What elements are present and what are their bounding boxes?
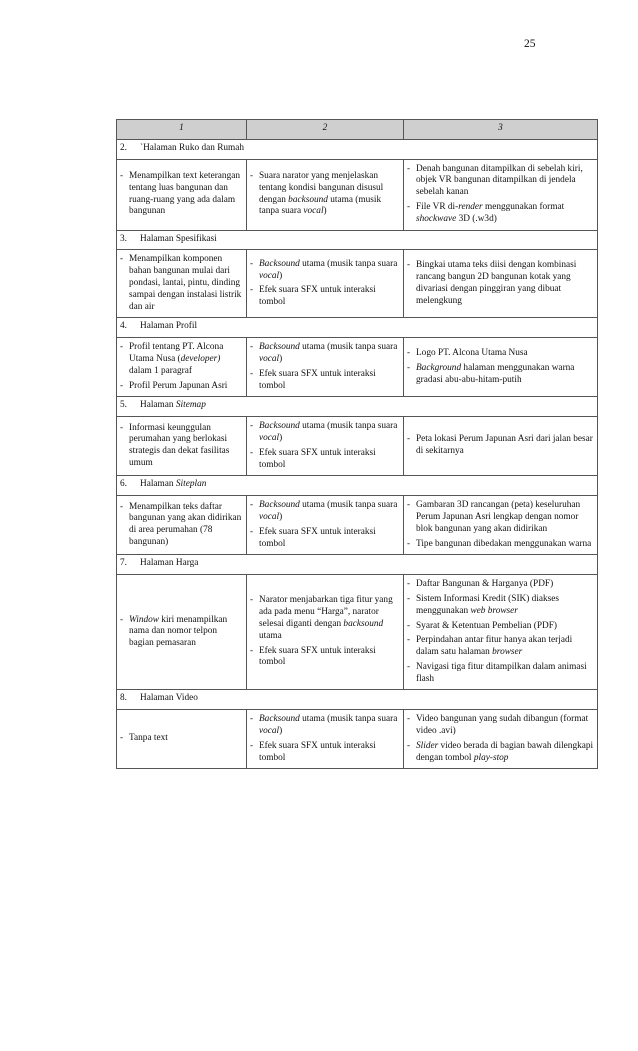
section-title-text bbox=[140, 400, 206, 410]
list-item bbox=[407, 202, 594, 226]
section-title-text bbox=[140, 479, 206, 489]
text-run: Halaman Video bbox=[140, 693, 198, 704]
italic-text: developer) bbox=[180, 353, 221, 364]
italic-text: Window bbox=[129, 614, 159, 625]
text-run: ) bbox=[323, 206, 327, 217]
section-number: 4. bbox=[120, 321, 127, 332]
text-run: Tipe bangunan dibedakan menggunakan warna bbox=[416, 538, 592, 549]
text-run: utama (musik tanpa suara bbox=[299, 421, 398, 432]
section-title bbox=[117, 397, 598, 417]
list-item bbox=[407, 662, 594, 686]
bullet-list bbox=[120, 423, 243, 470]
table-cell-column-2 bbox=[247, 159, 404, 230]
italic-text: browser bbox=[492, 647, 523, 658]
text-run: Daftar Bangunan & Harganya (PDF) bbox=[416, 579, 554, 590]
section-title-text bbox=[140, 693, 198, 703]
italic-text: Backsound bbox=[259, 421, 300, 432]
list-item bbox=[250, 741, 400, 765]
section-number: 7. bbox=[120, 558, 127, 569]
text-run: Efek suara SFX untuk interaksi tombol bbox=[259, 740, 376, 763]
bullet-list bbox=[250, 171, 400, 218]
list-item bbox=[120, 342, 243, 377]
bullet-list bbox=[120, 342, 243, 392]
text-run: utama (musik tanpa suara bbox=[299, 258, 398, 269]
text-run: Halaman bbox=[140, 400, 176, 411]
table-cell-column-1 bbox=[117, 250, 247, 318]
italic-text: Sitemap bbox=[175, 400, 206, 411]
section-title bbox=[117, 690, 598, 710]
section-title bbox=[117, 318, 598, 338]
specification-table bbox=[116, 119, 598, 769]
list-item bbox=[120, 502, 243, 549]
text-run: `Halaman Ruko dan Rumah bbox=[140, 142, 245, 153]
italic-text: vocal bbox=[259, 432, 280, 443]
section-title-text bbox=[140, 234, 217, 244]
column-header-3: 3 bbox=[404, 120, 598, 140]
section-number: 5. bbox=[120, 400, 127, 411]
list-item bbox=[120, 615, 243, 650]
text-run: Menampilkan text keterangan tentang luas bangunan dan ruang-ruang yang ada dalam bangunan bbox=[129, 170, 241, 217]
text-run: Informasi keunggulan perumahan yang berlokasi strategis dan dekat fasilitas umum bbox=[129, 422, 230, 469]
table-cell-column-3 bbox=[404, 496, 598, 555]
text-run: Navigasi tiga fitur ditampilkan dalam animasi flash bbox=[416, 661, 587, 684]
section-header-row bbox=[117, 476, 598, 496]
italic-text: Slider bbox=[416, 740, 439, 751]
list-item bbox=[250, 527, 400, 551]
list-item bbox=[407, 594, 594, 618]
table-row bbox=[117, 575, 598, 690]
table-cell-column-3 bbox=[404, 159, 598, 230]
italic-text: Backsound bbox=[259, 500, 300, 511]
list-item bbox=[407, 621, 594, 633]
table-cell-column-2 bbox=[247, 710, 404, 769]
section-title-text bbox=[140, 321, 197, 331]
bullet-list bbox=[250, 500, 400, 550]
text-run: utama (musik tanpa suara bbox=[299, 714, 398, 725]
text-run: video berada di bagian bawah dilengkapi dengan tombol bbox=[416, 740, 594, 763]
list-item bbox=[120, 254, 243, 313]
text-run: Video bangunan yang sudah dibangun (format video .avi) bbox=[416, 714, 589, 737]
table-row bbox=[117, 250, 598, 318]
list-item bbox=[407, 741, 594, 765]
section-header-row bbox=[117, 555, 598, 575]
section-title bbox=[117, 555, 598, 575]
text-run: ) bbox=[279, 353, 283, 364]
list-item bbox=[407, 539, 594, 551]
bullet-list bbox=[250, 421, 400, 471]
section-header-row bbox=[117, 318, 598, 338]
list-item bbox=[250, 285, 400, 309]
bullet-list bbox=[407, 164, 594, 226]
bullet-list bbox=[407, 579, 594, 685]
text-run: Profil tentang PT. Alcona Utama Nusa ( bbox=[129, 342, 224, 364]
italic-text: backsound bbox=[343, 619, 384, 629]
bullet-list bbox=[120, 254, 243, 313]
text-run: Efek suara SFX untuk interaksi tombol bbox=[259, 285, 376, 308]
list-item bbox=[250, 259, 400, 283]
table-cell-column-3 bbox=[404, 575, 598, 690]
list-item bbox=[407, 164, 594, 199]
italic-text: Backsound bbox=[259, 258, 300, 269]
text-run: Halaman bbox=[140, 479, 176, 490]
list-item bbox=[250, 171, 400, 218]
text-run: ) bbox=[279, 432, 283, 443]
table-row bbox=[117, 417, 598, 476]
text-run: utama bbox=[259, 630, 282, 641]
italic-text: backsound bbox=[288, 194, 328, 205]
text-run: Suara narator yang menjelaskan tentang kondisi bangunan disusul dengan bbox=[259, 170, 384, 205]
section-title-text bbox=[140, 143, 244, 153]
text-run: dalam 1 paragraf bbox=[129, 365, 192, 376]
list-item bbox=[407, 635, 594, 659]
italic-text: Backsound bbox=[259, 342, 300, 353]
section-number: 3. bbox=[120, 233, 127, 244]
table-cell-column-2 bbox=[247, 250, 404, 318]
italic-text: vocal bbox=[303, 206, 324, 217]
text-run: Efek suara SFX untuk interaksi tombol bbox=[259, 368, 376, 391]
table-cell-column-3 bbox=[404, 338, 598, 397]
column-header-1: 1 bbox=[117, 120, 247, 140]
bullet-list bbox=[407, 260, 594, 307]
table-cell-column-1 bbox=[117, 496, 247, 555]
italic-text: play-stop bbox=[473, 752, 509, 763]
list-item bbox=[120, 423, 243, 470]
text-run: Halaman Harga bbox=[140, 558, 199, 569]
table-cell-column-1 bbox=[117, 417, 247, 476]
text-run: Peta lokasi Perum Japunan Asri dari jalan besar di sekitarnya bbox=[416, 434, 593, 457]
section-title bbox=[117, 476, 598, 496]
italic-text: Background bbox=[416, 362, 462, 373]
text-run: 3D (.w3d) bbox=[456, 213, 497, 224]
list-item bbox=[407, 348, 594, 360]
section-title bbox=[117, 139, 598, 159]
list-item bbox=[250, 421, 400, 445]
text-run: utama (musik tanpa suara bbox=[299, 500, 398, 511]
list-item bbox=[407, 260, 594, 307]
bullet-list bbox=[250, 259, 400, 309]
text-run: Profil Perum Japunan Asri bbox=[129, 380, 228, 391]
table-body bbox=[117, 139, 598, 769]
list-item bbox=[250, 646, 400, 670]
text-run: utama (musik tanpa suara bbox=[299, 342, 398, 353]
text-run: Efek suara SFX untuk interaksi tombol bbox=[259, 447, 376, 470]
table-cell-column-2 bbox=[247, 338, 404, 397]
text-run: Tanpa text bbox=[129, 733, 168, 744]
text-run: Narator menjabarkan tiga fitur yang ada pada menu “Harga”, narator selesai diganti dengan bbox=[259, 595, 393, 629]
table-cell-column-3 bbox=[404, 710, 598, 769]
italic-text: Backsound bbox=[259, 714, 300, 725]
table-cell-column-2 bbox=[247, 496, 404, 555]
italic-text: web browser bbox=[470, 605, 518, 616]
table-cell-column-1 bbox=[117, 710, 247, 769]
bullet-list bbox=[250, 342, 400, 392]
text-run: Bingkai utama teks diisi dengan kombinasi rancang bangun 2D bangunan kotak yang divariasi dengan pinggiran yang dibuat melengkung bbox=[416, 260, 577, 306]
italic-text: shockwave bbox=[416, 213, 457, 224]
text-run: kiri menampilkan nama dan nomor telpon bagian pemasaran bbox=[129, 614, 228, 649]
text-run: Logo PT. Alcona Utama Nusa bbox=[416, 348, 528, 359]
text-run: ) bbox=[279, 270, 283, 281]
table-row bbox=[117, 159, 598, 230]
text-run: Efek suara SFX untuk interaksi tombol bbox=[259, 645, 376, 668]
text-run: Efek suara SFX untuk interaksi tombol bbox=[259, 526, 376, 549]
text-run: Gambaran 3D rancangan (peta) keseluruhan Perum Japunan Asri lengkap dengan nomor blok bangunan yang akan didirikan bbox=[416, 500, 581, 534]
text-run: Denah bangunan ditampilkan di sebelah kiri, objek VR bangunan ditampilkan di jendela sebelah kanan bbox=[416, 163, 583, 198]
text-run: utama (musik tanpa suara bbox=[259, 194, 382, 217]
list-item bbox=[407, 363, 594, 387]
bullet-list bbox=[407, 434, 594, 458]
bullet-list bbox=[250, 714, 400, 764]
bullet-list bbox=[120, 733, 243, 745]
section-header-row bbox=[117, 397, 598, 417]
section-title-text bbox=[140, 558, 198, 568]
list-item bbox=[120, 733, 243, 745]
section-title bbox=[117, 230, 598, 250]
list-item bbox=[250, 369, 400, 393]
list-item bbox=[250, 595, 400, 642]
italic-text: Siteplan bbox=[175, 479, 207, 490]
text-run: File VR di- bbox=[416, 201, 459, 212]
table-row bbox=[117, 338, 598, 397]
text-run: ) bbox=[279, 511, 283, 522]
text-run: menggunakan format bbox=[482, 201, 565, 212]
section-number: 6. bbox=[120, 479, 127, 490]
text-run: ) bbox=[279, 726, 283, 737]
table-cell-column-1 bbox=[117, 338, 247, 397]
italic-text: vocal bbox=[259, 270, 280, 281]
column-header-2: 2 bbox=[247, 120, 404, 140]
list-item bbox=[250, 500, 400, 524]
page-number: 25 bbox=[524, 38, 536, 50]
list-item bbox=[120, 171, 243, 218]
list-item bbox=[250, 714, 400, 738]
text-run: Syarat & Ketentuan Pembelian (PDF) bbox=[416, 620, 557, 631]
table-cell-column-2 bbox=[247, 575, 404, 690]
italic-text: render bbox=[458, 201, 483, 212]
table-row bbox=[117, 710, 598, 769]
bullet-list bbox=[120, 171, 243, 218]
text-run: Menampilkan komponen bahan bangunan mulai dari pondasi, lantai, pintu, dinding sampai dengan instalasi listrik dan air bbox=[129, 254, 242, 312]
text-run: Halaman Profil bbox=[140, 321, 198, 332]
bullet-list bbox=[120, 502, 243, 549]
bullet-list bbox=[250, 595, 400, 669]
table-cell-column-3 bbox=[404, 250, 598, 318]
italic-text: vocal bbox=[259, 353, 280, 364]
section-header-row bbox=[117, 139, 598, 159]
table-cell-column-3 bbox=[404, 417, 598, 476]
section-header-row bbox=[117, 690, 598, 710]
list-item bbox=[407, 500, 594, 535]
text-run: halaman menggunakan warna gradasi abu-abu-hitam-putih bbox=[416, 362, 575, 385]
bullet-list bbox=[407, 500, 594, 550]
italic-text: vocal bbox=[259, 726, 280, 737]
text-run: Perpindahan antar fitur hanya akan terjadi dalam satu halaman bbox=[416, 635, 573, 658]
list-item bbox=[250, 448, 400, 472]
header-row bbox=[117, 120, 598, 140]
table-cell-column-2 bbox=[247, 417, 404, 476]
list-item bbox=[250, 342, 400, 366]
text-run: Halaman Spesifikasi bbox=[140, 233, 217, 244]
list-item bbox=[407, 714, 594, 738]
table-cell-column-1 bbox=[117, 159, 247, 230]
section-header-row bbox=[117, 230, 598, 250]
bullet-list bbox=[407, 714, 594, 764]
list-item bbox=[120, 381, 243, 393]
italic-text: vocal bbox=[259, 511, 280, 522]
section-number: 2. bbox=[120, 142, 127, 153]
text-run: Menampilkan teks daftar bangunan yang akan didirikan di area perumahan (78 bangunan) bbox=[129, 501, 242, 548]
section-number: 8. bbox=[120, 693, 127, 704]
bullet-list bbox=[120, 615, 243, 650]
table-row bbox=[117, 496, 598, 555]
table-cell-column-1 bbox=[117, 575, 247, 690]
list-item bbox=[407, 579, 594, 591]
list-item bbox=[407, 434, 594, 458]
text-run: Sistem Informasi Kredit (SIK) diakses menggunakan bbox=[416, 593, 560, 616]
bullet-list bbox=[407, 348, 594, 386]
